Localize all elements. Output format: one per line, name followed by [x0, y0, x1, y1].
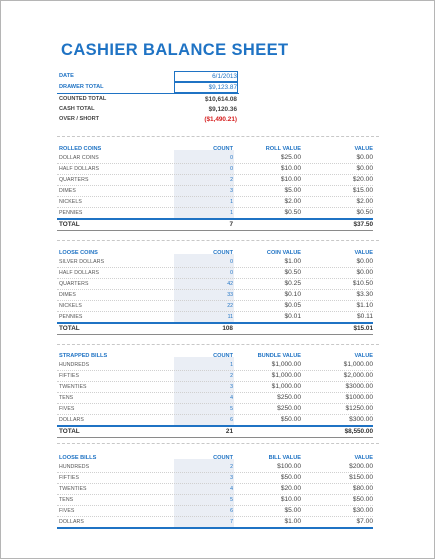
- table-row: [57, 289, 373, 300]
- value-cell: $0.00: [356, 258, 373, 265]
- total-row: [57, 426, 373, 437]
- section-title: STRAPPED BILLS: [59, 353, 108, 359]
- value-cell: $0.00: [356, 165, 373, 172]
- summary-row-drawer-total: [57, 82, 239, 93]
- count-header: COUNT: [213, 250, 233, 256]
- section-divider: [57, 443, 379, 444]
- drawer-total-value[interactable]: $9,123.87: [208, 84, 237, 91]
- count-cell[interactable]: 33: [227, 292, 233, 298]
- count-cell[interactable]: 4: [230, 395, 233, 401]
- denomination: FIVES: [59, 508, 75, 514]
- table-row: [57, 516, 373, 527]
- value-cell: $1.10: [356, 302, 373, 309]
- section-divider: [57, 240, 379, 241]
- unit-value-cell: $50.00: [280, 416, 301, 423]
- count-cell[interactable]: 2: [230, 177, 233, 183]
- unit-value-cell: $250.00: [277, 405, 301, 412]
- unit-value-cell: $5.00: [284, 507, 301, 514]
- denomination: TWENTIES: [59, 486, 87, 492]
- denomination: SILVER DOLLARS: [59, 259, 105, 265]
- value-cell: $10.50: [352, 280, 373, 287]
- value-cell: $0.00: [356, 269, 373, 276]
- value-cell: $3000.00: [345, 383, 373, 390]
- count-header: COUNT: [213, 455, 233, 461]
- value-cell: $300.00: [349, 416, 373, 423]
- denomination: TWENTIES: [59, 384, 87, 390]
- table-row: [57, 174, 373, 185]
- unit-value-cell: $2.00: [284, 198, 301, 205]
- table-row: [57, 472, 373, 483]
- denomination: DOLLAR COINS: [59, 155, 99, 161]
- count-cell[interactable]: 5: [230, 406, 233, 412]
- unit-value-cell: $0.25: [284, 280, 301, 287]
- denomination: HUNDREDS: [59, 464, 90, 470]
- count-cell[interactable]: 2: [230, 464, 233, 470]
- counted-total-value: $10,614.08: [205, 96, 237, 103]
- total-count: 108: [222, 325, 233, 332]
- count-cell[interactable]: 3: [230, 475, 233, 481]
- table-row: [57, 403, 373, 414]
- denomination: DOLLARS: [59, 417, 84, 423]
- unit-value-header: BUNDLE VALUE: [257, 353, 301, 359]
- table-row: [57, 370, 373, 381]
- value-cell: $200.00: [349, 463, 373, 470]
- table-row: [57, 163, 373, 174]
- unit-value-cell: $25.00: [280, 154, 301, 161]
- value-header: VALUE: [354, 250, 373, 256]
- value-cell: $7.00: [356, 518, 373, 525]
- drawer-total-label: DRAWER TOTAL: [59, 84, 104, 90]
- denomination: PENNIES: [59, 210, 83, 216]
- value-cell: $1250.00: [345, 405, 373, 412]
- unit-value-cell: $1.00: [284, 258, 301, 265]
- summary-row-over-short: [57, 114, 239, 125]
- unit-value-cell: $20.00: [280, 485, 301, 492]
- denomination: QUARTERS: [59, 177, 89, 183]
- section-divider: [57, 136, 379, 137]
- count-cell[interactable]: 0: [230, 270, 233, 276]
- over-short-label: OVER / SHORT: [59, 116, 100, 122]
- count-cell[interactable]: 0: [230, 259, 233, 265]
- table-row: [57, 185, 373, 196]
- value-cell: $1000.00: [345, 394, 373, 401]
- unit-value-cell: $10.00: [280, 176, 301, 183]
- unit-value-cell: $0.50: [284, 209, 301, 216]
- unit-value-header: ROLL VALUE: [265, 146, 301, 152]
- denomination: HALF DOLLARS: [59, 166, 100, 172]
- denomination: HALF DOLLARS: [59, 270, 100, 276]
- total-label: TOTAL: [59, 221, 80, 228]
- value-header: VALUE: [354, 353, 373, 359]
- value-cell: $150.00: [349, 474, 373, 481]
- denomination: DOLLARS: [59, 519, 84, 525]
- table-row: [57, 381, 373, 392]
- total-row: [57, 323, 373, 334]
- table-row: [57, 267, 373, 278]
- value-cell: $30.00: [352, 507, 373, 514]
- total-value: $8,550.00: [344, 428, 373, 435]
- denomination: DIMES: [59, 188, 76, 194]
- total-divider: [57, 527, 373, 529]
- value-header: VALUE: [354, 455, 373, 461]
- count-cell[interactable]: 4: [230, 486, 233, 492]
- section-title: LOOSE BILLS: [59, 455, 97, 461]
- date-label: DATE: [59, 73, 74, 79]
- table-row: [57, 494, 373, 505]
- value-cell: $80.00: [352, 485, 373, 492]
- count-cell[interactable]: 1: [230, 210, 233, 216]
- value-header: VALUE: [354, 146, 373, 152]
- value-cell: $0.00: [356, 154, 373, 161]
- table-row: [57, 311, 373, 322]
- table-row: [57, 483, 373, 494]
- value-cell: $1,000.00: [343, 361, 373, 368]
- section-title: LOOSE COINS: [59, 250, 98, 256]
- cash-total-value: $9,120.36: [208, 106, 237, 113]
- unit-value-cell: $1,000.00: [271, 372, 301, 379]
- total-row: [57, 219, 373, 230]
- count-header: COUNT: [213, 353, 233, 359]
- value-cell: $20.00: [352, 176, 373, 183]
- unit-value-cell: $0.05: [284, 302, 301, 309]
- unit-value-header: BILL VALUE: [268, 455, 301, 461]
- count-cell[interactable]: 0: [230, 166, 233, 172]
- denomination: NICKELS: [59, 303, 82, 309]
- value-cell: $50.00: [352, 496, 373, 503]
- cash-total-label: CASH TOTAL: [59, 106, 95, 112]
- denomination: TENS: [59, 497, 74, 503]
- count-cell[interactable]: 3: [230, 384, 233, 390]
- denomination: FIFTIES: [59, 373, 80, 379]
- denomination: FIFTIES: [59, 475, 80, 481]
- unit-value-cell: $5.00: [284, 187, 301, 194]
- unit-value-cell: $50.00: [280, 474, 301, 481]
- counted-total-label: COUNTED TOTAL: [59, 96, 107, 102]
- count-cell[interactable]: 7: [230, 519, 233, 525]
- unit-value-cell: $1,000.00: [271, 383, 301, 390]
- section-divider: [57, 344, 379, 345]
- unit-value-cell: $10.00: [280, 496, 301, 503]
- denomination: HUNDREDS: [59, 362, 90, 368]
- count-cell[interactable]: 3: [230, 188, 233, 194]
- total-label: TOTAL: [59, 428, 80, 435]
- value-cell: $3.30: [356, 291, 373, 298]
- count-cell[interactable]: 6: [230, 417, 233, 423]
- table-row: [57, 461, 373, 472]
- value-cell: $0.50: [356, 209, 373, 216]
- table-row: [57, 207, 373, 218]
- unit-value-cell: $1,000.00: [271, 361, 301, 368]
- summary-row-date: [57, 71, 239, 82]
- section-title: ROLLED COINS: [59, 146, 102, 152]
- table-row: [57, 152, 373, 163]
- value-cell: $15.00: [352, 187, 373, 194]
- count-cell[interactable]: 1: [230, 199, 233, 205]
- denomination: QUARTERS: [59, 281, 89, 287]
- count-cell[interactable]: 2: [230, 373, 233, 379]
- unit-value-cell: $250.00: [277, 394, 301, 401]
- unit-value-header: COIN VALUE: [266, 250, 301, 256]
- total-label: TOTAL: [59, 325, 80, 332]
- count-cell[interactable]: 0: [230, 155, 233, 161]
- unit-value-cell: $10.00: [280, 165, 301, 172]
- unit-value-cell: $0.50: [284, 269, 301, 276]
- denomination: FIVES: [59, 406, 75, 412]
- count-cell[interactable]: 22: [227, 303, 233, 309]
- count-cell[interactable]: 11: [227, 314, 233, 320]
- table-row: [57, 300, 373, 311]
- table-row: [57, 278, 373, 289]
- page-title: CASHIER BALANCE SHEET: [61, 41, 289, 59]
- table-row: [57, 359, 373, 370]
- table-row: [57, 256, 373, 267]
- total-value: $37.50: [353, 221, 373, 228]
- over-short-value: ($1,490.21): [204, 116, 237, 123]
- denomination: PENNIES: [59, 314, 83, 320]
- count-cell[interactable]: 6: [230, 508, 233, 514]
- total-value: $15.01: [353, 325, 373, 332]
- count-cell[interactable]: 42: [227, 281, 233, 287]
- table-row: [57, 505, 373, 516]
- denomination: TENS: [59, 395, 74, 401]
- count-header: COUNT: [213, 146, 233, 152]
- unit-value-cell: $0.01: [284, 313, 301, 320]
- denomination: NICKELS: [59, 199, 82, 205]
- value-cell: $2,000.00: [343, 372, 373, 379]
- unit-value-cell: $100.00: [277, 463, 301, 470]
- table-row: [57, 196, 373, 207]
- value-cell: $0.11: [356, 313, 373, 320]
- total-count: 21: [225, 428, 233, 435]
- total-count: 7: [229, 221, 233, 228]
- count-cell[interactable]: 1: [230, 362, 233, 368]
- date-value[interactable]: 6/1/2013: [212, 73, 237, 80]
- unit-value-cell: $1.00: [284, 518, 301, 525]
- unit-value-cell: $0.10: [284, 291, 301, 298]
- value-cell: $2.00: [356, 198, 373, 205]
- count-cell[interactable]: 5: [230, 497, 233, 503]
- table-row: [57, 414, 373, 425]
- denomination: DIMES: [59, 292, 76, 298]
- table-row: [57, 392, 373, 403]
